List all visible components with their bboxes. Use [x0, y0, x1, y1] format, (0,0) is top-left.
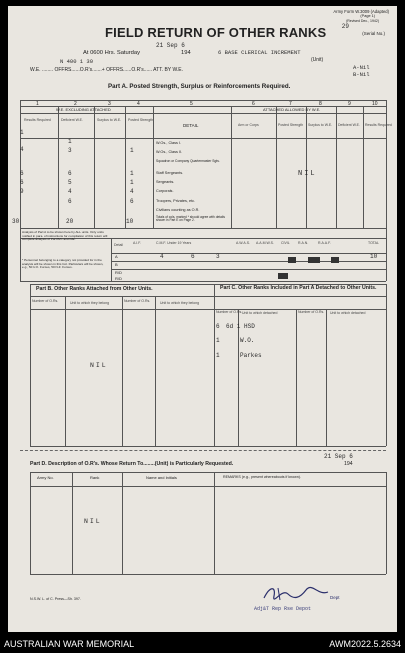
col-num-9: 9: [348, 100, 351, 107]
part-d-head-rank: Rank: [90, 475, 100, 480]
analysis-head-total: TOTAL: [368, 241, 379, 245]
we-line: W.E. ........ OFFRS......O.R's.......+ OFFRS......O.R's...... ATT. BY W.E.: [30, 67, 183, 73]
head-surplus-att: Surplus to W.E.: [308, 123, 333, 127]
part-c-title: Part C. Other Ranks Included in Part A Detached to Other Units.: [220, 285, 377, 291]
ink-mark: [308, 257, 320, 263]
col4-row4: 1: [130, 170, 134, 177]
col-num-4: 4: [137, 100, 140, 107]
col-num-1: 1: [36, 100, 39, 107]
analysis-text: Analysis of Part A to be shown here by ALL units. Only units notified in para. of instructions for compilation of this return will complete analysis of Part B/C and D/E.: [22, 230, 108, 242]
analysis-head-ran: R.A.N.: [298, 241, 309, 245]
col1-row6: 9: [20, 188, 24, 195]
analysis-total: 10: [370, 253, 378, 260]
rank-sgt: Sergeants.: [156, 180, 175, 184]
head-arm-corps: Arm or Corps: [238, 123, 259, 127]
analysis-row-b: B: [115, 262, 118, 267]
form-sheet: [8, 6, 397, 632]
print-note: N.S.W. L. of C. Press—Sh. 397.: [30, 597, 81, 601]
col-num-5: 5: [190, 100, 193, 107]
ink-mark: [278, 273, 288, 279]
part-c-head-num1: Number of O.Rs.: [216, 310, 243, 314]
signature: [260, 582, 332, 604]
col2-row2: 3: [68, 147, 72, 154]
ink-mark: [288, 257, 296, 263]
revised-label: (Revised Dec., 1942): [346, 19, 379, 23]
col2-row6: 4: [68, 188, 72, 195]
part-b-head-num2: Number of O.Rs.: [124, 299, 151, 303]
part-a-title: Part A. Posted Strength, Surplus or Reinforcements Required.: [108, 83, 291, 90]
part-c-row2-num: 1: [216, 337, 220, 344]
rank-sqms: Squadron or Company Quartermaster Sgts.: [156, 159, 220, 163]
rank-pte: Troopers, Privates, etc.: [156, 199, 196, 203]
total-col1: 30: [12, 218, 20, 225]
ink-mark: [331, 257, 339, 263]
part-c-row1-num: 6: [216, 323, 220, 330]
analysis-head-raaf: R.A.A.F.: [318, 241, 331, 245]
analysis-a-2: 6: [191, 253, 195, 260]
footnote-text: * Personnel belonging to a category not provided for in the analysis will be shown in this Col. Particulars will be shown, e.g., 50 U.K. Forces, 50 N.Z. Forces.: [22, 258, 104, 270]
col4-row7: 6: [130, 198, 134, 205]
analysis-head-cmf-u19: C.M.F. Under 19 Years: [156, 241, 192, 245]
col2-row7: 6: [68, 198, 72, 205]
we-typed: N 400 1 30: [60, 58, 94, 65]
rank-wo2: W.Os., Class II.: [156, 150, 183, 154]
part-c-row3-unit: Parkes: [240, 352, 262, 359]
rank-staff-sgt: Staff Sergeants.: [156, 171, 184, 175]
rank-civilians: Civilians counting as O.R.: [156, 208, 200, 212]
part-d-title: Part D. Description of O.R's. Whose Return To........(Unit) is Particularly Requested.: [30, 461, 234, 467]
col1-row2: 4: [20, 146, 24, 153]
analysis-head-civil: CIVIL: [281, 241, 290, 245]
col1-row4: 6: [20, 170, 24, 177]
serial-label: (Serial No.): [362, 31, 385, 36]
tear-line: [20, 450, 386, 451]
col4-row5: 1: [130, 179, 134, 186]
analysis-head-awas: A.W.A.S.: [236, 241, 251, 245]
year-label: 194: [181, 50, 191, 56]
caption-id: AWM2022.5.2634: [329, 639, 401, 649]
part-d-head-army-no: Army No.: [37, 475, 54, 480]
att-typed-b: B-Nil: [353, 71, 370, 78]
part-c-head-num2: Number of O.Rs.: [298, 310, 325, 314]
analysis-row-rd2: R/D: [115, 276, 122, 281]
analysis-head-detail: Detail: [114, 243, 123, 247]
at-line: At 0600 Hrs. Saturday: [83, 50, 141, 56]
col-num-3: 3: [108, 100, 111, 107]
caption-source: AUSTRALIAN WAR MEMORIAL: [4, 639, 135, 649]
part-c-row1-unit: 6d 1 HSD: [226, 323, 255, 330]
we-excluding-heading: W.E. EXCLUDING ATTACHED: [56, 107, 111, 112]
head-posted: Posted Strength: [128, 118, 154, 122]
head-posted-att: Posted Strength: [278, 123, 304, 127]
part-b-head-unit1: Unit to which they belong: [70, 301, 110, 305]
part-a-nil: NIL: [298, 170, 317, 178]
col-num-10: 10: [372, 100, 378, 107]
col-num-7: 7: [289, 100, 292, 107]
part-d-head-remarks: REMARKS (e.g., present whereabouts if known).: [223, 475, 301, 479]
head-surplus: Surplus to W.E.: [97, 118, 122, 122]
part-c-head-unit1: Unit to which detached: [242, 311, 278, 315]
rank-cpl: Corporals.: [156, 189, 174, 193]
unit-typed: 6 BASE CLERICAL INCREMENT: [218, 49, 301, 56]
part-b-title: Part B. Other Ranks Attached from Other Units.: [36, 286, 153, 292]
part-d-date-typed: 21 Sep 6: [324, 453, 353, 460]
head-detail: DETAIL: [183, 123, 199, 128]
army-form-label: Army Form W.3009 (Adapted): [333, 9, 389, 14]
total-col4: 10: [126, 218, 134, 225]
attached-allowed-heading: ATTACHED ALLOWED BY W.E.: [263, 107, 321, 112]
part-d-year: 194: [344, 461, 353, 467]
col1-row1: 1: [20, 129, 24, 136]
col4-row2: 1: [130, 147, 134, 154]
analysis-a-3: 3: [216, 253, 220, 260]
part-c-head-unit2: Unit to which detached: [330, 311, 366, 315]
date-typed: 21 Sep 6: [156, 42, 185, 49]
col2-row1: 1: [68, 138, 72, 145]
col2-row4: 6: [68, 170, 72, 177]
total-col2: 20: [66, 218, 74, 225]
head-results-att: Results Required: [365, 123, 392, 127]
analysis-head-aif: A.I.F.: [133, 241, 141, 245]
part-d-nil: NIL: [84, 518, 102, 525]
col1-row5: 6: [20, 179, 24, 186]
analysis-a-1: 4: [160, 253, 164, 260]
head-deficient-att: Deficient W.E.: [338, 123, 360, 127]
form-title: FIELD RETURN OF OTHER RANKS: [105, 25, 327, 40]
col-num-8: 8: [319, 100, 322, 107]
analysis-row-rd1: R/D: [115, 270, 122, 275]
serial-value: 29: [341, 23, 349, 30]
part-b-head-unit2: Unit to which they belong: [160, 301, 200, 305]
head-deficient: Deficient W.E.: [61, 118, 83, 122]
col-num-6: 6: [252, 100, 255, 107]
part-b-nil: NIL: [90, 362, 108, 369]
rank-wo1: W.Os., Class I.: [156, 141, 182, 145]
totals-label: Totals of cols. marked * should agree with details shown in Part E on Page 2.: [156, 215, 225, 223]
part-d-head-name: Name and Initials: [146, 475, 177, 480]
col4-row6: 4: [130, 188, 134, 195]
part-c-row3-num: 1: [216, 352, 220, 359]
sign-label: Dept: [330, 595, 340, 600]
att-typed-a: A-Nil: [353, 64, 370, 71]
part-c-row2-unit: W.O.: [240, 337, 255, 344]
col-num-2: 2: [74, 100, 77, 107]
head-results-required: Results Required: [24, 118, 51, 122]
page-label: (Page 1): [360, 14, 375, 18]
analysis-row-a: A: [115, 254, 118, 259]
part-b-head-num1: Number of O.Rs.: [32, 299, 59, 303]
unit-label: (Unit): [311, 57, 324, 63]
col2-row5: 5: [68, 179, 72, 186]
sign-typed: Adj&T Rep Rse Depot: [254, 606, 312, 612]
analysis-head-aamws: A.A.M.W.S.: [256, 241, 274, 245]
